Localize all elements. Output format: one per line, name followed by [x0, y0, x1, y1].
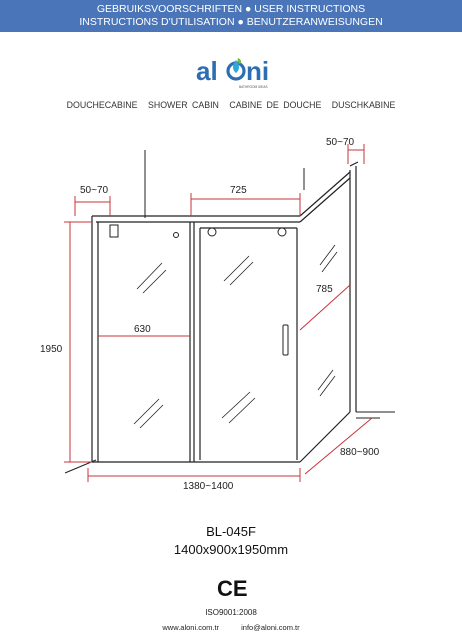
product-size: 1400x900x1950mm — [173, 542, 289, 557]
dim-side-depth: 785 — [316, 284, 333, 295]
iso-certification: ISO9001:2008 — [205, 608, 257, 617]
header-line-2: INSTRUCTIONS D'UTILISATION ● BENUTZERANWEISUNGEN — [79, 16, 383, 28]
header-banner — [0, 0, 462, 32]
dim-total-depth: 880~900 — [340, 447, 380, 458]
dim-top-width: 725 — [230, 185, 247, 196]
header-line-1: GEBRUIKSVOORSCHRIFTEN ● USER INSTRUCTIONS — [96, 3, 366, 15]
label-english: SHOWER CABIN — [147, 100, 219, 110]
svg-text:CE: CE — [217, 576, 248, 599]
shower-cabin-drawing — [0, 118, 462, 498]
dim-total-width: 1380~1400 — [183, 481, 234, 492]
label-german: DUSCHKABINE — [331, 100, 396, 110]
website-text: www.aloni.com.tr — [162, 623, 220, 632]
dim-left-gap: 50~70 — [80, 185, 109, 196]
dim-height: 1950 — [40, 344, 63, 355]
svg-text:ni: ni — [246, 56, 270, 86]
email-text: info@aloni.com.tr — [241, 623, 300, 632]
dim-right-gap: 50~70 — [326, 137, 355, 148]
svg-text:al: al — [196, 56, 218, 86]
label-dutch: DOUCHECABINE — [66, 100, 138, 110]
ce-mark-icon — [216, 575, 248, 599]
product-type-labels — [0, 100, 462, 110]
aloni-logo — [192, 54, 282, 90]
model-number: BL-045F — [206, 524, 256, 539]
dim-fixed-panel: 630 — [134, 324, 151, 335]
logo-tagline: BATHROOM IDEAS — [239, 85, 268, 89]
label-french: CABINE DE DOUCHE — [229, 100, 322, 110]
contact-line — [0, 623, 462, 632]
